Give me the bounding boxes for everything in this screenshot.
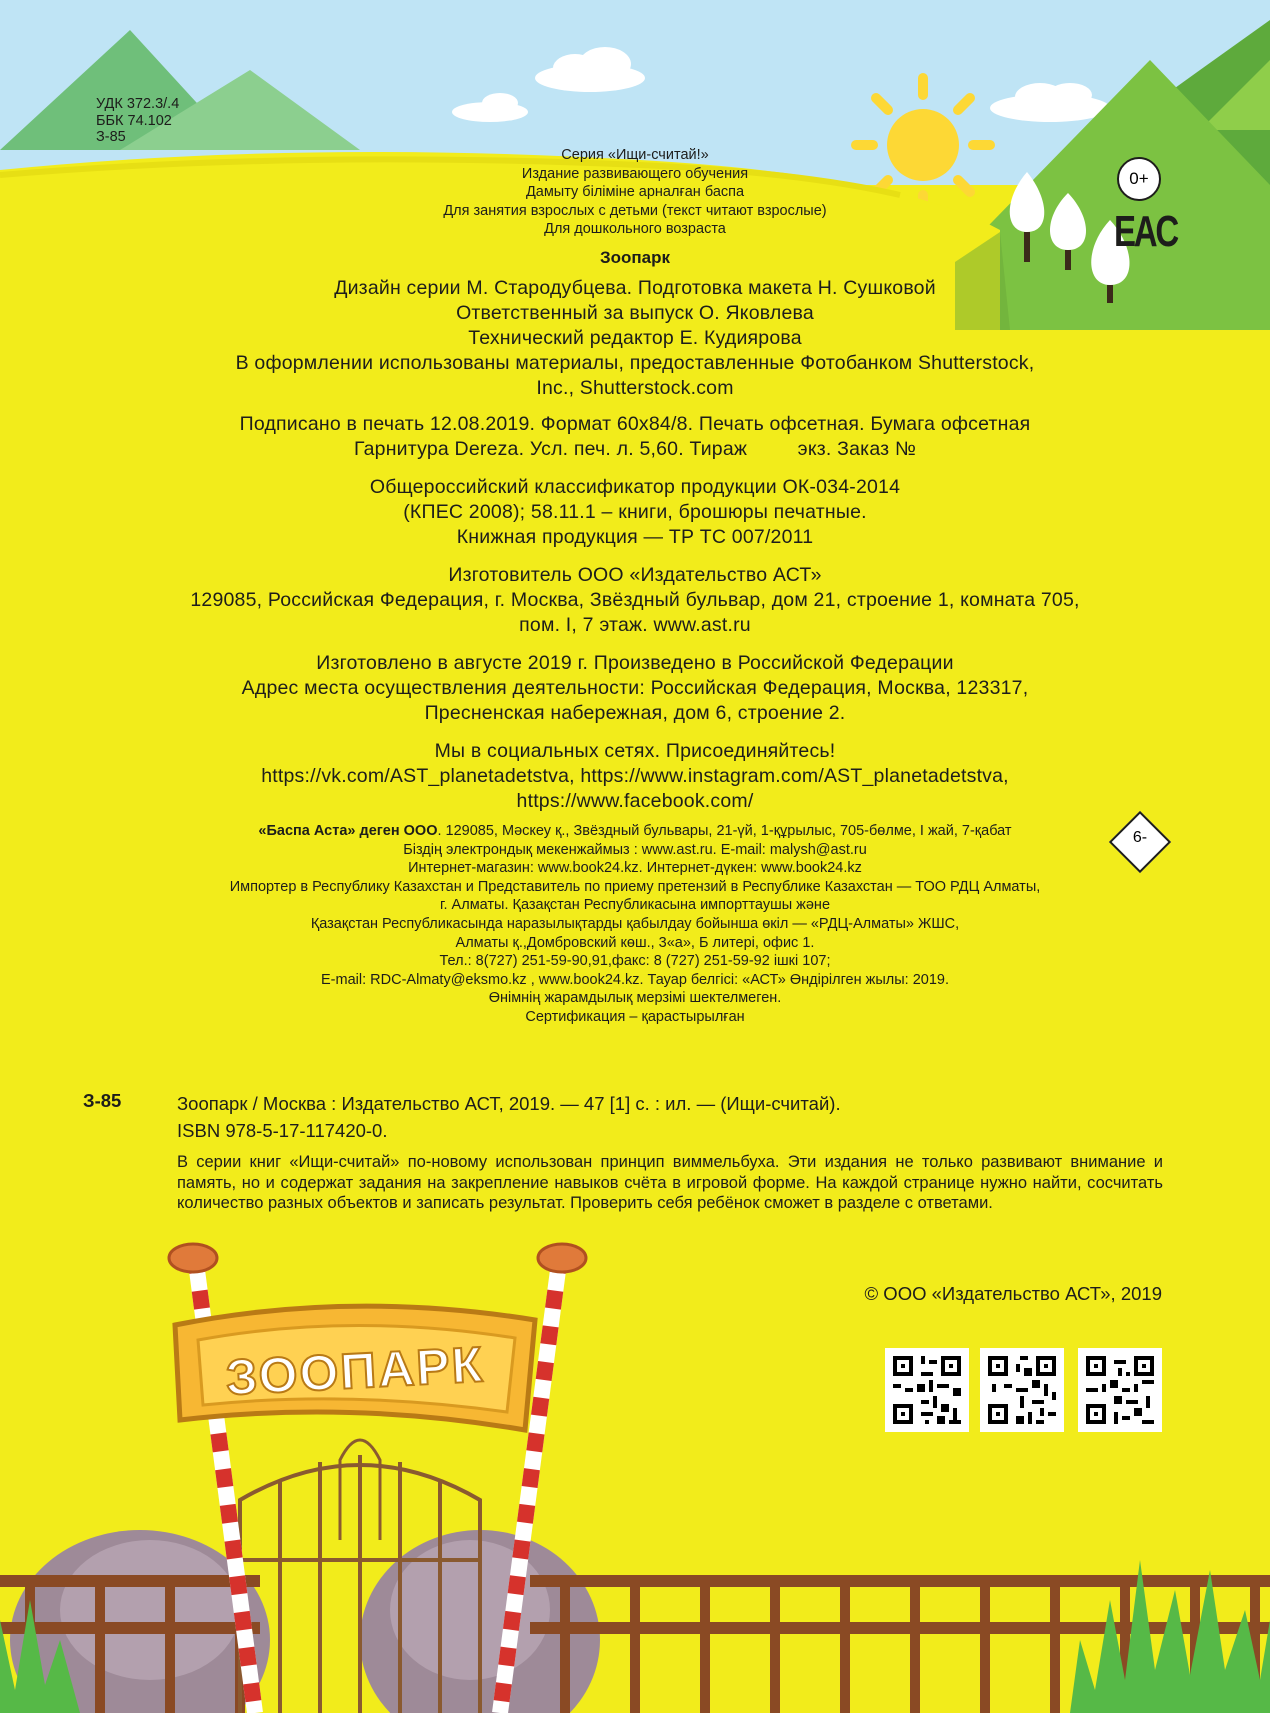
- catalog-code: З-85: [83, 1090, 122, 1111]
- qr-code-3[interactable]: [1078, 1348, 1162, 1432]
- book-title: Зоопарк: [599, 248, 671, 267]
- credit-line: Дизайн серии М. Стародубцева. Подготовка макета Н. Сушковой: [334, 277, 936, 299]
- author-mark-line: З-85: [96, 129, 126, 145]
- catalog-card: [177, 1090, 841, 1144]
- kz-publisher-address: . 129085, Мәскеу қ., Звёздный бульвары, 21-үй, 1-құрылыс, 705-бөлме, I жай, 7-қабат: [437, 823, 1012, 839]
- isbn: ISBN 978-5-17-117420-0.: [177, 1120, 388, 1141]
- qr-code-1[interactable]: [885, 1348, 969, 1432]
- kz-line: Сертификация – қарастырылған: [525, 1008, 745, 1025]
- print-line: Гарнитура Dereza. Усл. печ. л. 5,60. Тираж экз. Заказ №: [353, 438, 917, 460]
- bbk-line: ББК 74.102: [96, 112, 172, 129]
- manufacturer-line: Изготовитель ООО «Издательство АСТ»: [448, 564, 822, 586]
- classifier-line: (КПЕС 2008); 58.11.1 – книги, брошюры печатные.: [403, 501, 867, 523]
- kz-publisher-name: «Баспа Аста» деген ООО: [258, 823, 438, 839]
- manufacturer-info: [0, 563, 1270, 638]
- credit-line: В оформлении использованы материалы, предоставленные Фотобанком Shutterstock,: [235, 352, 1035, 374]
- credits: [0, 276, 1270, 401]
- kz-line: E-mail: RDC-Almaty@eksmo.kz , www.book24.kz. Тауар белгісі: «АСТ» Өндірілген жылы: 2019.: [321, 971, 949, 988]
- classifier-line: Книжная продукция — ТР ТС 007/2011: [456, 526, 814, 548]
- series-line: Серия «Ищи-считай!»: [561, 147, 709, 163]
- social-link[interactable]: https://vk.com/AST_planetadetstva, https://www.instagram.com/AST_planetadetstva,: [261, 765, 1009, 787]
- classifier-info: [0, 475, 1270, 550]
- series-line: Дамыту біліміне арналған баспа: [525, 184, 745, 201]
- credit-line: Ответственный за выпуск О. Яковлева: [456, 302, 814, 324]
- series-line: Для занятия взрослых с детьми (текст читают взрослые): [443, 202, 827, 219]
- qr-code-2[interactable]: [980, 1348, 1064, 1432]
- kz-line: [0, 822, 1270, 841]
- age-rating-label: 0+: [1129, 169, 1149, 188]
- qr-code-icon: [1078, 1348, 1162, 1432]
- qr-code-icon: [885, 1348, 969, 1432]
- classifier-line: Общероссийский классификатор продукции ОК-034-2014: [369, 476, 901, 498]
- production-info: [0, 651, 1270, 726]
- series-info: [0, 146, 1270, 239]
- social-line: Мы в социальных сетях. Присоединяйтесь!: [434, 740, 836, 762]
- print-line: Подписано в печать 12.08.2019. Формат 60x84/8. Печать офсетная. Бумага офсетная: [239, 413, 1031, 435]
- credit-line: Технический редактор Е. Кудиярова: [468, 327, 802, 349]
- kz-line: Қазақстан Республикасында наразылықтарды қабылдау бойынша өкіл — «РДЦ-Алматы» ЖШС,: [310, 915, 960, 932]
- kz-line: г. Алматы. Қазақстан Республикасына импорттаушы және: [439, 897, 831, 914]
- eac-mark-icon: EAC: [1114, 207, 1177, 256]
- udk-block: [96, 96, 179, 146]
- udk-line: УДК 372.3/.4: [96, 96, 180, 112]
- qr-code-icon: [980, 1348, 1064, 1432]
- annotation: В серии книг «Ищи-считай» по-новому использован принцип виммельбуха. Эти издания не только развивают внимание и память, но и содержат задания на закрепление навыков счёта в игровой форме. На каждой странице нужно найти, сосчитать количество разных объектов и записать результат. Проверить себя ребёнок сможет в разделе с ответами.: [177, 1153, 1163, 1212]
- zoo-sign-text: ЗООПАРК: [224, 1336, 486, 1406]
- series-line: Издание развивающего обучения: [521, 165, 749, 182]
- kz-info: [0, 822, 1270, 1027]
- social-info: [0, 739, 1270, 814]
- manufacturer-line: 129085, Российская Федерация, г. Москва, Звёздный бульвар, дом 21, строение 1, комната 705,: [190, 589, 1080, 611]
- social-link[interactable]: https://www.facebook.com/: [516, 790, 754, 812]
- kz-line: Алматы қ.,Домбровский көш., 3«а», Б литері, офис 1.: [455, 934, 815, 951]
- print-info: [0, 412, 1270, 462]
- catalog-entry: Зоопарк / Москва : Издательство АСТ, 2019. — 47 [1] с. : ил. — (Ищи-считай).: [177, 1093, 841, 1114]
- kz-line: Тел.: 8(727) 251-59-90,91,факс: 8 (727) 251-59-92 ішкі 107;: [439, 953, 831, 970]
- credit-line: Inc., Shutterstock.com: [536, 377, 734, 399]
- production-line: Адрес места осуществления деятельности: Российская Федерация, Москва, 123317,: [241, 677, 1029, 699]
- kz-line: Импортер в Республику Казахстан и Представитель по приему претензий в Республике Казахстан — ТОО РДЦ Алматы,: [229, 878, 1041, 895]
- copyright: © ООО «Издательство АСТ», 2019: [864, 1283, 1162, 1304]
- kz-line: Өнімнің жарамдылық мерзімі шектелмеген.: [488, 990, 782, 1007]
- manufacturer-line: пом. I, 7 этаж. www.ast.ru: [519, 614, 751, 636]
- kz-line: Интернет-магазин: www.book24.kz. Интернет-дүкен: www.book24.kz: [408, 860, 862, 877]
- kz-age-label: 6-: [1132, 829, 1148, 846]
- kz-line: Біздің электрондық мекенжаймыз : www.ast.ru. E-mail: malysh@ast.ru: [403, 841, 867, 858]
- production-line: Изготовлено в августе 2019 г. Произведено в Российской Федерации: [316, 652, 954, 674]
- production-line: Пресненская набережная, дом 6, строение 2.: [424, 702, 846, 724]
- series-line: Для дошкольного возраста: [544, 221, 726, 238]
